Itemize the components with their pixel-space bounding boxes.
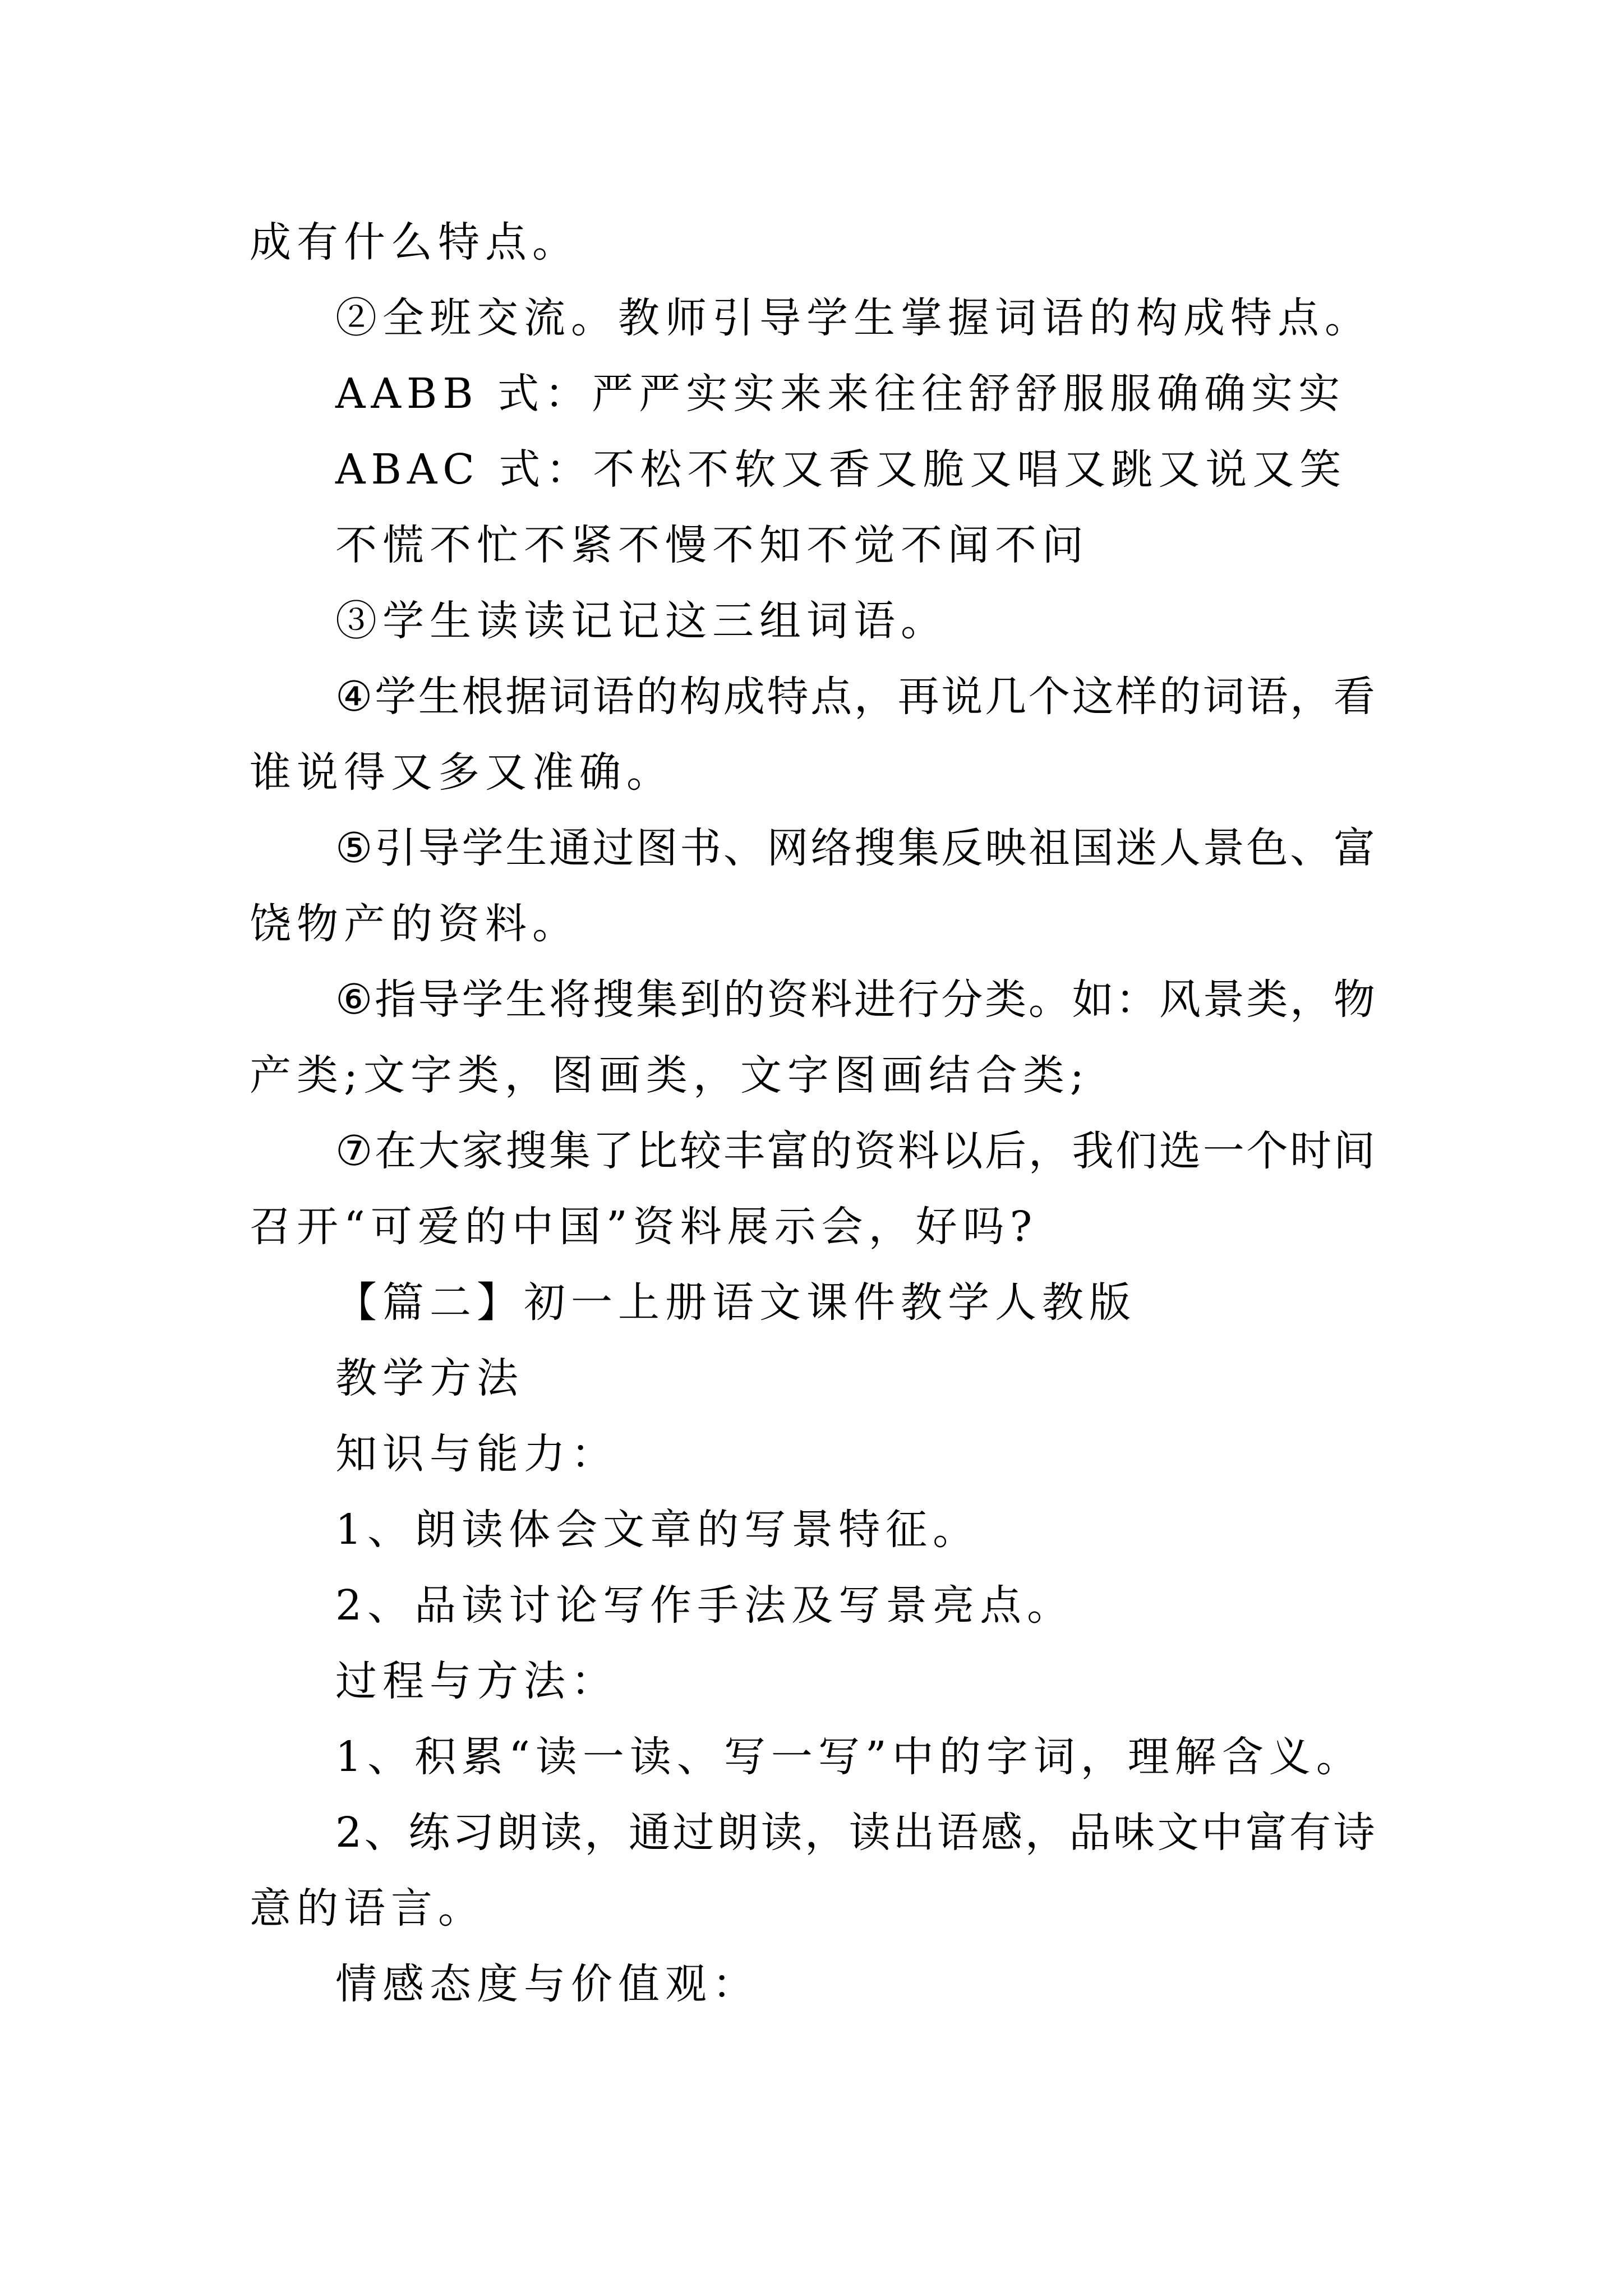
text-line: ③学生读读记记这三组词语。 [335, 597, 948, 645]
text-line: ABAC 式：不松不软又香又脆又唱又跳又说又笑 [335, 445, 1347, 494]
text-line: ②全班交流。教师引导学生掌握词语的构成特点。 [335, 294, 1372, 342]
text-line: 过程与方法： [335, 1657, 618, 1705]
text-line: 饶物产的资料。 [250, 900, 579, 948]
text-line: AABB 式：严严实实来来往往舒舒服服确确实实 [335, 370, 1346, 418]
text-line: ⑤ 引 导 学 生 通 过 图 书 、 网 络 搜 集 反 映 祖 国 迷 人 景 色 、 富 [335, 824, 1375, 872]
text-line: ⑦ 在 大 家 搜 集 了 比 较 丰 富 的 资 料 以 后 ， 我 们 选 一 个 时 间 [335, 1127, 1375, 1175]
text-line: 谁说得又多又准确。 [250, 748, 674, 797]
text-line: 1、积累“读一读、写一写”中的字词，理解含义。 [335, 1733, 1363, 1781]
text-line: 产类;文字类，图画类，文字图画结合类; [250, 1051, 1090, 1099]
text-line: 2、品读讨论写作手法及写景亮点。 [335, 1581, 1075, 1630]
section-heading: 【篇二】初一上册语文课件教学人教版 [335, 1278, 1136, 1327]
text-line: ⑥ 指 导 学 生 将 搜 集 到 的 资 料 进 行 分 类 。 如 ： 风 景 类 ， 物 [335, 976, 1375, 1024]
text-line: 不慌不忙不紧不慢不知不觉不闻不问 [335, 521, 1089, 569]
text-line: 召开“可爱的中国”资料展示会，好吗? [250, 1203, 1038, 1251]
text-line: 意的语言。 [250, 1884, 485, 1932]
text-line: 成有什么特点。 [250, 218, 579, 266]
text-line: 1、朗读体会文章的写景特征。 [335, 1506, 980, 1554]
text-line: 2 、 练 习 朗 读 ， 通 过 朗 读 ， 读 出 语 感 ， 品 味 文 中 富 有 诗 [335, 1809, 1375, 1857]
text-line: 情感态度与价值观： [335, 1960, 759, 2008]
text-line: 教学方法 [335, 1354, 524, 1402]
text-line: 知识与能力： [335, 1430, 618, 1478]
text-line: ④ 学 生 根 据 词 语 的 构 成 特 点 ， 再 说 几 个 这 样 的 词 语 ， 看 [335, 673, 1375, 721]
